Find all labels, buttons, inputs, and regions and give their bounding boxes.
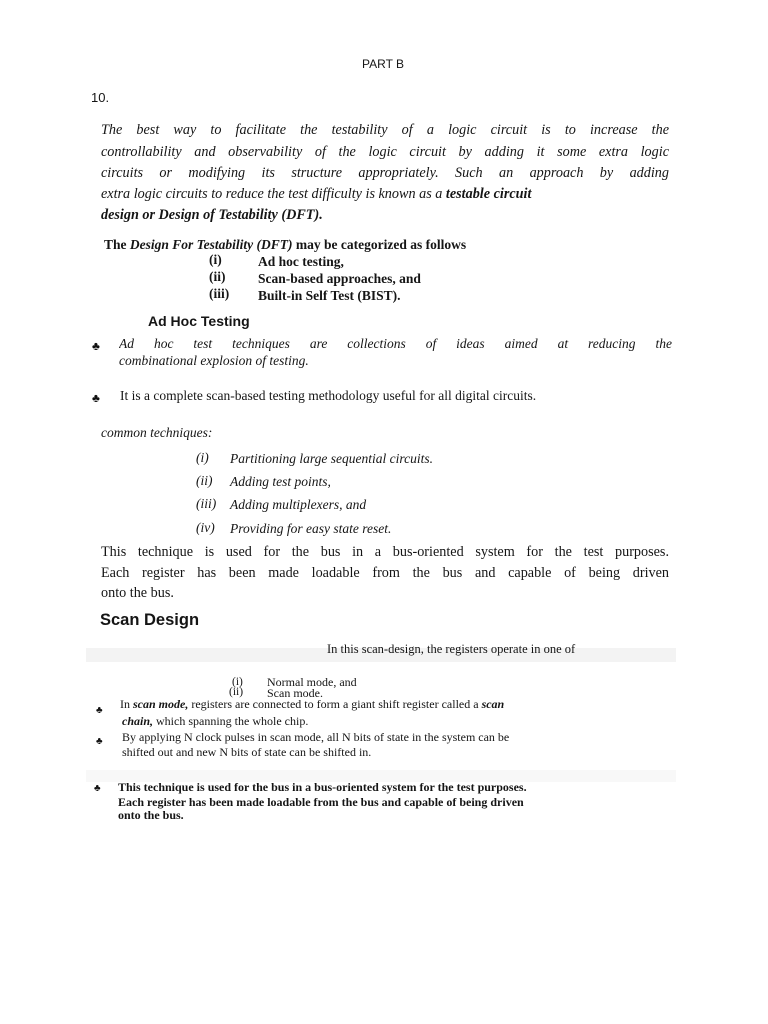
intro-line-1: The best way to facilitate the testability of a logic circuit is to increase the bbox=[101, 122, 669, 138]
category-text: Built-in Self Test (BIST). bbox=[258, 288, 401, 303]
intro-line-5 bbox=[101, 207, 323, 224]
technique-num: (i) bbox=[196, 450, 209, 465]
category-text: Ad hoc testing, bbox=[258, 254, 344, 269]
mode-text: Normal mode, and bbox=[267, 675, 357, 689]
category-num: (iii) bbox=[209, 286, 230, 301]
chain-term: chain, bbox=[122, 714, 154, 728]
testable-circuit-term: testable circuit bbox=[445, 186, 532, 202]
category-text: Scan-based approaches, and bbox=[258, 271, 421, 286]
scan-bullet-1-line-2 bbox=[122, 714, 308, 729]
club-bullet-icon: ♣ bbox=[92, 391, 100, 405]
adhoc-bullet-1-line-1: Ad hoc test techniques are collections of ideas aimed at reducing the bbox=[119, 336, 672, 351]
intro-line-4 bbox=[101, 186, 531, 203]
technique-num: (iii) bbox=[196, 496, 217, 511]
category-num: (ii) bbox=[209, 269, 226, 284]
mode-num: (ii) bbox=[229, 686, 244, 698]
technique-text: Partitioning large sequential circuits. bbox=[230, 451, 433, 466]
common-techniques-label: common techniques: bbox=[101, 425, 213, 440]
scan-bullet-1-in: In bbox=[120, 697, 130, 711]
club-bullet-icon: ♣ bbox=[94, 783, 101, 794]
technique-text: Adding test points, bbox=[230, 474, 331, 489]
bus-line-1: This technique is used for the bus in a bus-oriented system for the test purposes. bbox=[101, 544, 669, 560]
scan-design-intro: In this scan-design, the registers operate in one of bbox=[327, 642, 576, 656]
intro-line-4-text: extra logic circuits to reduce the test difficulty is known as a bbox=[101, 186, 443, 202]
scan-bullet-3-line-2: Each register has been made loadable from the bus and capable of being driven bbox=[118, 795, 524, 809]
club-bullet-icon: ♣ bbox=[92, 339, 100, 353]
scan-bullet-2-line-2: shifted out and new N bits of state can be shifted in. bbox=[122, 745, 372, 759]
question-number: 10. bbox=[91, 90, 110, 105]
categories-lead-the: The bbox=[104, 237, 127, 252]
bus-line-3: onto the bus. bbox=[101, 585, 174, 601]
categories-lead bbox=[104, 237, 466, 253]
technique-text: Providing for easy state reset. bbox=[230, 521, 392, 536]
technique-num: (iv) bbox=[196, 520, 215, 535]
dft-term: Design of Testability (DFT). bbox=[158, 207, 323, 223]
bus-line-2: Each register has been made loadable from the bus and capable of being driven bbox=[101, 565, 669, 581]
part-heading: PART B bbox=[362, 57, 405, 71]
scan-bullet-3-line-3: onto the bus. bbox=[118, 808, 184, 822]
scan-bullet-1-rest: registers are connected to form a giant shift register called a bbox=[191, 697, 479, 711]
adhoc-bullet-1-line-2: combinational explosion of testing. bbox=[119, 353, 309, 368]
category-num: (i) bbox=[209, 252, 222, 267]
mode-text: Scan mode. bbox=[267, 686, 323, 700]
scan-term: scan bbox=[481, 697, 505, 711]
club-bullet-icon: ♣ bbox=[96, 736, 103, 747]
club-bullet-icon: ♣ bbox=[96, 705, 103, 716]
scan-bullet-1-tail: which spanning the whole chip. bbox=[156, 714, 309, 728]
categories-lead-dft: Design For Testability (DFT) bbox=[129, 237, 293, 252]
scan-bullet-1-line-1 bbox=[120, 697, 504, 712]
adhoc-heading: Ad Hoc Testing bbox=[148, 313, 250, 329]
scan-bullet-3-line-1: This technique is used for the bus in a bus-oriented system for the test purposes. bbox=[118, 780, 527, 794]
scan-mode-term: scan mode, bbox=[133, 697, 189, 711]
mode-num: (i) bbox=[232, 676, 243, 688]
intro-line-5-prefix: design or bbox=[101, 207, 155, 223]
adhoc-bullet-2: It is a complete scan-based testing methodology useful for all digital circuits. bbox=[120, 388, 537, 403]
technique-num: (ii) bbox=[196, 473, 213, 488]
scan-design-heading: Scan Design bbox=[100, 611, 200, 629]
technique-text: Adding multiplexers, and bbox=[230, 497, 367, 512]
scan-bullet-2-line-1: By applying N clock pulses in scan mode, all N bits of state in the system can be bbox=[122, 730, 510, 744]
intro-line-2: controllability and observability of the logic circuit by adding it some extra logic bbox=[101, 144, 669, 160]
intro-line-3: circuits or modifying its structure appropriately. Such an approach by adding bbox=[101, 165, 669, 181]
categories-lead-rest: may be categorized as follows bbox=[295, 237, 467, 252]
